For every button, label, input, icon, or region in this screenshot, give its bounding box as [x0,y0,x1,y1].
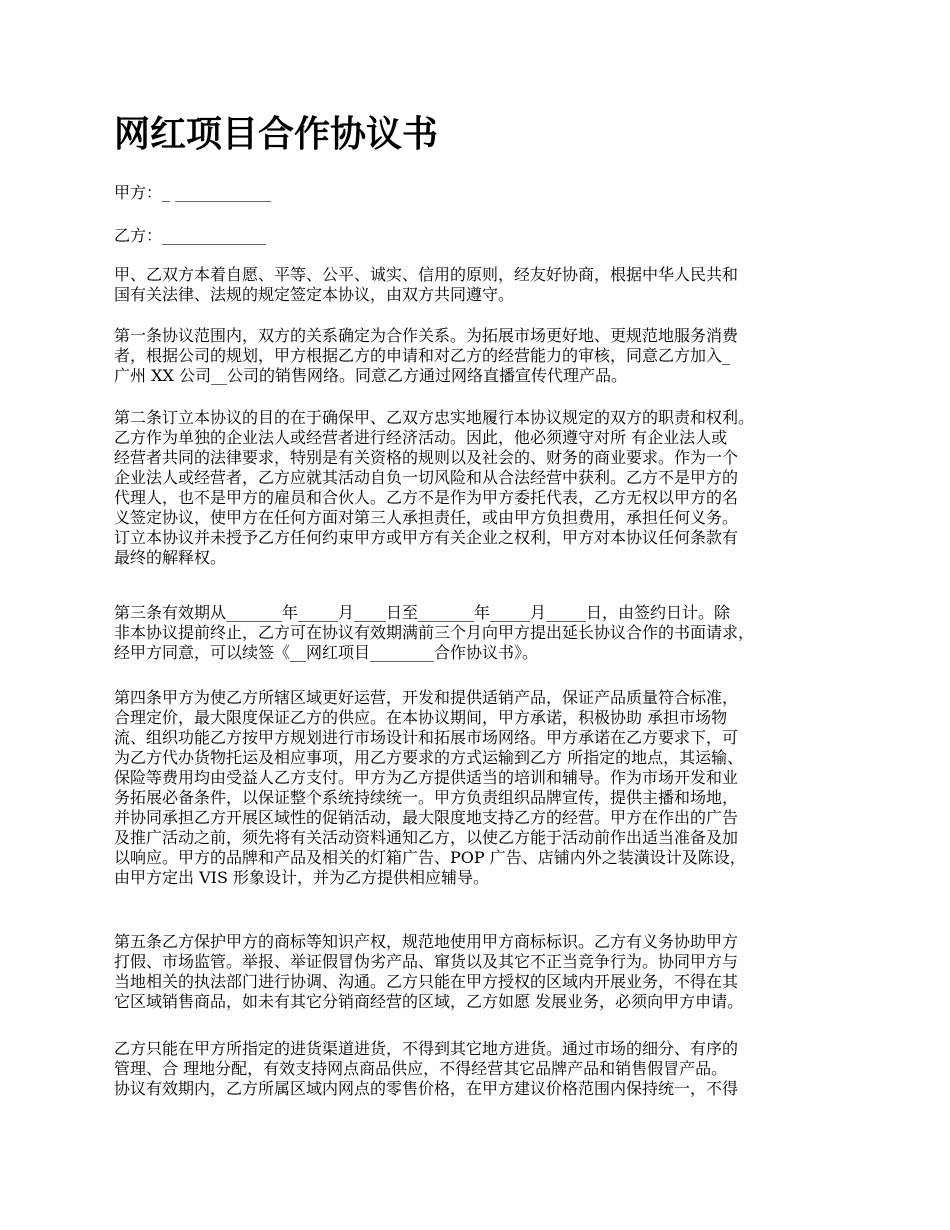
paragraph-line: 经营者共同的法律要求，特别是有关资格的规则以及社会的、财务的商业要求。作为一个 [114,448,739,467]
document-title: 网红项目合作协议书 [114,114,439,155]
paragraph-line: 协议有效期内，乙方所属区域内网点的零售价格，在甲方建议价格范围内保持统一，不得 [114,1079,739,1098]
paragraph-line: 第一条协议范围内，双方的关系确定为合作关系。为拓展市场更好地、更规范地服务消费 [114,326,739,345]
paragraph-line: 它区域销售商品，如未有其它分销商经营的区域，乙方如愿 发展业务，必须向甲方申请。 [114,992,744,1011]
paragraph-line: 代理人，也不是甲方的雇员和合伙人。乙方不是作为甲方委托代表，乙方无权以甲方的名 [114,488,739,507]
paragraph-line: 最终的解释权。 [114,548,227,567]
article-1-paragraph [114,326,854,386]
paragraph-line: 为乙方代办货物托运及相应事项，用乙方要求的方式运输到乙方 所指定的地点，其运输、 [114,748,744,767]
paragraph-line: 第三条有效期从_______年_____月____日至_______年_____月_____日，由签约日计。除 [114,603,731,622]
paragraph-line: 企业法人或经营者，乙方应就其活动自负一切风险和从合法经营中获利。乙方不是甲方的 [114,468,739,487]
paragraph-line: 第五条乙方保护甲方的商标等知识产权，规范地使用甲方商标标识。乙方有义务协助甲方 [114,932,739,951]
supply-channel-paragraph [114,1039,854,1099]
paragraph-line: 经甲方同意，可以续签《__网红项目________合作协议书》。 [114,643,539,662]
paragraph-line: 及推广活动之前，须先将有关活动资料通知乙方，以使乙方能于活动前作出适当准备及加 [114,828,739,847]
paragraph-line: 乙方作为单独的企业法人或经营者进行经济活动。因此，他必须遵守对所 有企业法人或 [114,428,728,447]
intro-paragraph [114,265,854,305]
paragraph-line: 流、组织功能乙方按甲方规划进行市场设计和拓展市场网络。甲方承诺在乙方要求下，可 [114,728,739,747]
paragraph-line: 以响应。甲方的品牌和产品及相关的灯箱广告、POP 广告、店铺内外之装潢设计及陈设， [114,848,746,867]
paragraph-line: 合理定价，最大限度保证乙方的供应。在本协议期间，甲方承诺，积极协助 承担市场物 [114,708,728,727]
paragraph-line: 第四条甲方为使乙方所辖区域更好运营，开发和提供适销产品，保证产品质量符合标准， [114,688,739,707]
paragraph-line: 国有关法律、法规的规定签定本协议，由双方共同遵守。 [114,285,515,304]
paragraph-line: 打假、市场监管。举报、举证假冒伪劣产品、窜货以及其它不正当竞争行为。协同甲方与 [114,952,739,971]
paragraph-line: 第二条订立本协议的目的在于确保甲、乙双方忠实地履行本协议规定的双方的职责和权利。 [114,408,755,427]
paragraph-line: 当地相关的执法部门进行协调、沟通。乙方只能在甲方授权的区域内开展业务，不得在其 [114,972,739,991]
paragraph-line: 广州 XX 公司__公司的销售网络。同意乙方通过网络直播宣传代理产品。 [114,366,627,385]
paragraph-line: 订立本协议并未授予乙方任何约束甲方或甲方有关企业之权利，甲方对本协议任何条款有 [114,528,739,547]
article-3-paragraph [114,603,854,663]
paragraph-line: 由甲方定出 VIS 形象设计，并为乙方提供相应辅导。 [114,868,490,887]
paragraph-line: 者，根据公司的规划，甲方根据乙方的申请和对乙方的经营能力的审核，同意乙方加入_ [114,346,731,365]
article-5-paragraph [114,932,854,1012]
party-a-field: 甲方：_ ____________ [114,183,272,202]
paragraph-line: 乙方只能在甲方所指定的进货渠道进货，不得到其它地方进货。通过市场的细分、有序的 [114,1039,739,1058]
paragraph-line: 保险等费用均由受益人乙方支付。甲方为乙方提供适当的培训和辅导。作为市场开发和业 [114,768,739,787]
paragraph-line: 非本协议提前终止，乙方可在协议有效期满前三个月向甲方提出延长协议合作的书面请求， [114,623,755,642]
paragraph-line: 并协同承担乙方开展区域性的促销活动，最大限度地支持乙方的经营。甲方在作出的广告 [114,808,739,827]
article-4-paragraph [114,688,854,888]
article-2-paragraph [114,408,854,568]
paragraph-line: 义签定协议，使甲方在任何方面对第三人承担责任，或由甲方负担费用，承担任何义务。 [114,508,739,527]
paragraph-line: 管理、合 理地分配，有效支持网点商品供应，不得经营其它品牌产品和销售假冒产品。 [114,1059,728,1078]
paragraph-line: 甲、乙双方本着自愿、平等、公平、诚实、信用的原则，经友好协商，根据中华人民共和 [114,265,739,284]
paragraph-line: 务拓展必备条件，以保证整个系统持续统一。甲方负责组织品牌宣传，提供主播和场地， [114,788,739,807]
party-b-field: 乙方：_____________ [114,226,267,245]
